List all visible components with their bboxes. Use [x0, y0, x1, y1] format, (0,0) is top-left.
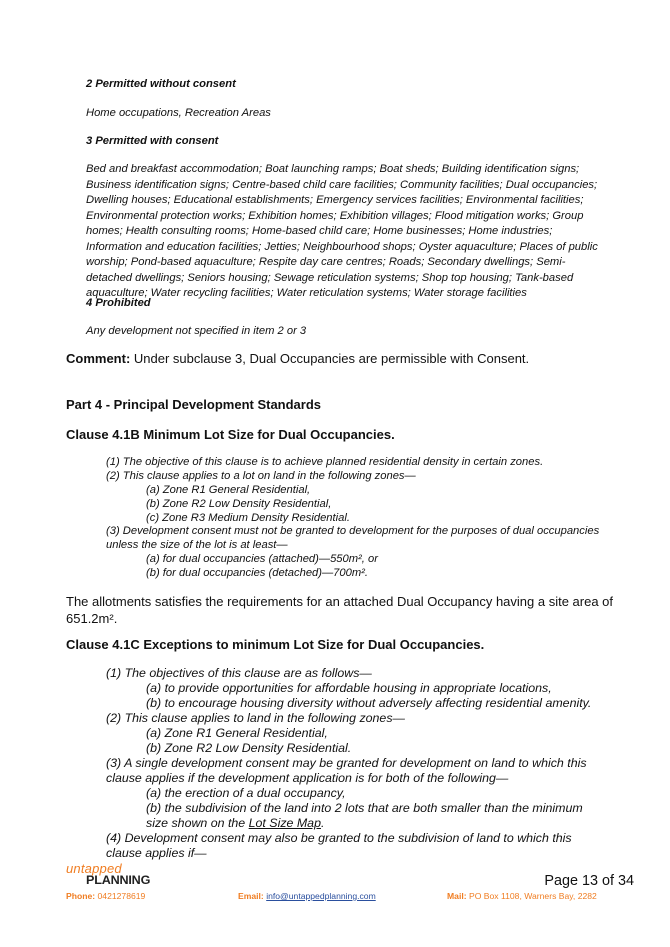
- comment-label: Comment:: [66, 351, 131, 366]
- clause-4-1b-subitem: (b) Zone R2 Low Density Residential,: [146, 498, 332, 510]
- clause-4-1c-subitem: (a) to provide opportunities for affordable housing in appropriate locations,: [146, 681, 552, 695]
- logo-top-text: untapped: [66, 861, 122, 876]
- comment-text: Under subclause 3, Dual Occupancies are permissible with Consent.: [130, 351, 530, 366]
- item-3-line: worship; Pond-based aquaculture; Respite day care centres; Roads; Secondary dwellings; Semi-: [86, 256, 566, 268]
- item-3-heading: 3 Permitted with consent: [86, 135, 219, 147]
- footer-phone: [66, 891, 145, 902]
- allotments-line: 651.2m².: [66, 611, 118, 626]
- part-4-heading: Part 4 - Principal Development Standards: [66, 397, 322, 412]
- item-3-text: [86, 162, 598, 302]
- allotments-statement: [66, 593, 613, 627]
- clause-4-1c-subitem: (a) Zone R1 General Residential,: [146, 726, 328, 740]
- item-3-line: Environmental protection works; Exhibition homes; Exhibition villages; Flood mitigation works; Group: [86, 209, 584, 222]
- clause-4-1c-line: clause applies if the development application is for both of the following—: [106, 771, 509, 785]
- clause-4-1b-subitem: (a) Zone R1 General Residential,: [146, 484, 311, 496]
- phone-value: 0421278619: [95, 891, 146, 901]
- clause-4-1c-line: (3) A single development consent may be granted for development on land to which this: [106, 756, 587, 770]
- clause-4-1c-subitem: [146, 815, 324, 831]
- item-3-line: Business identification signs; Centre-based child care facilities; Community facilities; Dual occupancies;: [86, 178, 598, 191]
- item-3-line: aquaculture; Water recycling facilities; Water reticulation systems; Water storage facilities: [86, 287, 527, 299]
- item-2-heading: 2 Permitted without consent: [86, 78, 236, 90]
- untapped-planning-logo: [66, 862, 186, 888]
- item-3-line: Dwelling houses; Educational establishments; Emergency services facilities; Environmental facilities;: [86, 194, 584, 206]
- mail-value: PO Box 1108, Warners Bay, 2282: [466, 891, 597, 901]
- allotments-line: The allotments satisfies the requirements for an attached Dual Occupancy having a site area of: [66, 594, 614, 609]
- clause-4-1c-subitem: (b) Zone R2 Low Density Residential.: [146, 741, 352, 755]
- clause-4-1c-heading: Clause 4.1C Exceptions to minimum Lot Size for Dual Occupancies.: [66, 637, 485, 652]
- clause-4-1b-subitem: (c) Zone R3 Medium Density Residential.: [146, 512, 350, 524]
- footer-email: [238, 891, 376, 902]
- logo-bottom-text: PLANNING: [86, 873, 151, 887]
- lot-size-map-link[interactable]: Lot Size Map: [248, 816, 321, 830]
- clause-4-1b-subitem: (b) for dual occupancies (detached)—700m².: [146, 567, 368, 579]
- clause-4-1c-line: (1) The objectives of this clause are as follows—: [106, 666, 372, 680]
- comment: [66, 350, 529, 367]
- email-link[interactable]: info@untappedplanning.com: [266, 891, 376, 901]
- clause-4-1b-heading: Clause 4.1B Minimum Lot Size for Dual Occupancies.: [66, 427, 395, 442]
- email-label: Email:: [238, 891, 264, 901]
- clause-4-1c-subitem: (b) to encourage housing diversity without adversely affecting residential amenity.: [146, 696, 592, 710]
- mail-label: Mail:: [447, 891, 467, 901]
- item-2-text: Home occupations, Recreation Areas: [86, 107, 271, 119]
- footer-mail: [447, 891, 597, 902]
- clause-4-1c-line: clause applies if—: [106, 846, 207, 860]
- item-3-line: Bed and breakfast accommodation; Boat launching ramps; Boat sheds; Building identification signs;: [86, 163, 580, 175]
- clause-4-1c-line: (2) This clause applies to land in the following zones—: [106, 711, 405, 725]
- page-number: Page 13 of 34: [544, 873, 634, 889]
- item-3-line: homes; Health consulting rooms; Home-based child care; Home businesses; Home industries;: [86, 225, 553, 237]
- item-3-line: detached dwellings; Seniors housing; Sewage reticulation systems; Shop top housing; Tank-based: [86, 271, 574, 284]
- clause-4-1c-line: (4) Development consent may also be granted to the subdivision of land to which this: [106, 831, 572, 845]
- clause-4-1c-subitem: (a) the erection of a dual occupancy,: [146, 786, 346, 800]
- clause-4-1b-line: (1) The objective of this clause is to achieve planned residential density in certain zones.: [106, 456, 544, 468]
- item-3-line: Information and education facilities; Jetties; Neighbourhood shops; Oyster aquaculture; Places of public: [86, 240, 598, 253]
- item-4-text: Any development not specified in item 2 or 3: [86, 325, 307, 337]
- phone-label: Phone:: [66, 891, 96, 901]
- lot-size-prefix: size shown on the: [146, 816, 249, 830]
- clause-4-1b-line: unless the size of the lot is at least—: [106, 539, 288, 551]
- clause-4-1b-line: (3) Development consent must not be granted to development for the purposes of dual occupancies: [106, 525, 600, 537]
- lot-size-suffix: .: [320, 816, 325, 830]
- clause-4-1b-line: (2) This clause applies to a lot on land in the following zones—: [106, 470, 416, 482]
- item-4-heading: 4 Prohibited: [86, 297, 151, 309]
- clause-4-1b-subitem: (a) for dual occupancies (attached)—550m², or: [146, 553, 378, 565]
- clause-4-1c-subitem: (b) the subdivision of the land into 2 lots that are both smaller than the minimum: [146, 801, 583, 815]
